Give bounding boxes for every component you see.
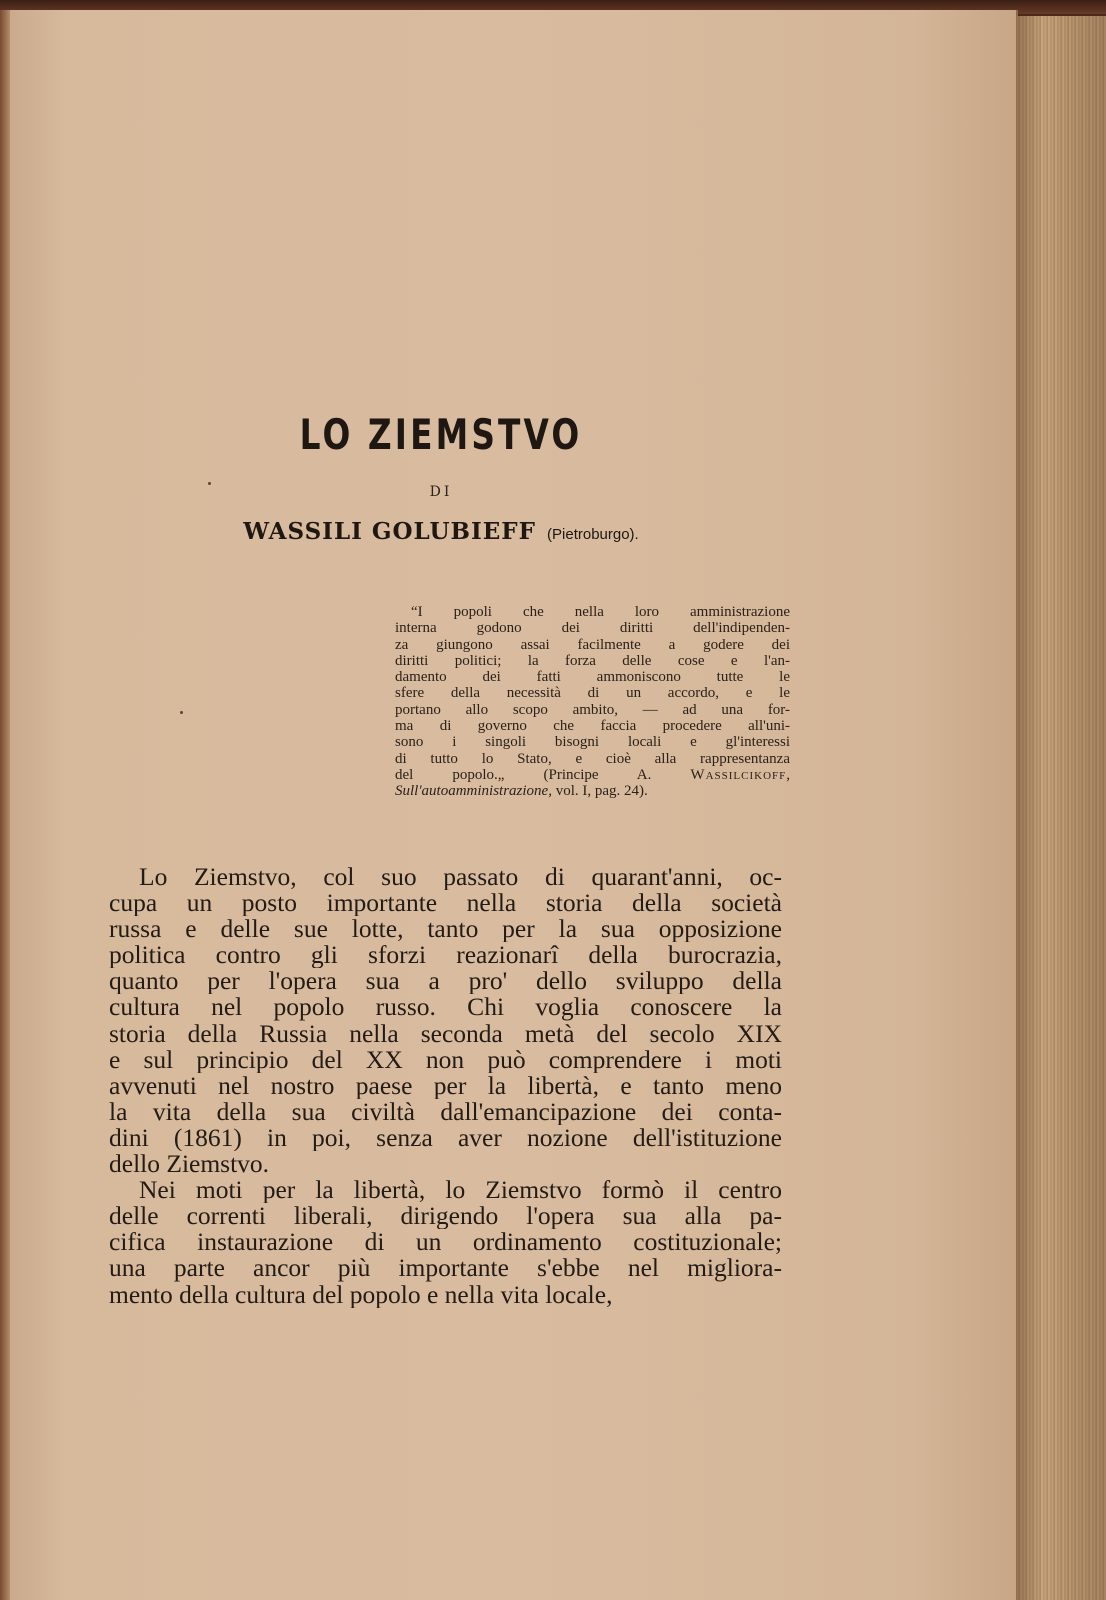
body-line: politica contro gli sforzi reazionarî della burocrazia, xyxy=(109,942,782,969)
body-line: la vita della sua civiltà dall'emancipazione dei conta- xyxy=(109,1098,782,1125)
epigraph-cite-ref: vol. I, pag. 24). xyxy=(555,783,648,800)
epigraph-line: ma di governo che faccia procedere all'uni- xyxy=(395,718,790,735)
body-line: dini (1861) in poi, senza aver nozione dell'istituzione xyxy=(109,1124,782,1152)
epigraph-line: sono i singoli bisogni locali e gl'interessi xyxy=(395,734,790,751)
epigraph-line: del popolo.„ (Principe A. xyxy=(395,766,652,783)
epigraph xyxy=(395,604,790,800)
print-speck xyxy=(208,482,211,485)
epigraph-line: damento dei fatti ammoniscono tutte le xyxy=(395,669,790,686)
body-line: una parte ancor più importante s'ebbe nel migliora- xyxy=(109,1255,782,1282)
body-line: mento della cultura del popolo e nella vita locale, xyxy=(109,1281,613,1308)
body-line: dello Ziemstvo. xyxy=(109,1151,270,1178)
body-line: quanto per l'opera sua a pro' dello sviluppo della xyxy=(109,968,782,995)
byline-di: DI xyxy=(429,484,453,500)
epigraph-line: di tutto lo Stato, e cioè alla rappresentanza xyxy=(395,750,790,767)
body-line: Nei moti per la libertà, lo Ziemstvo formò il centro xyxy=(139,1177,782,1204)
body-line: avvenuti nel nostro paese per la libertà, e tanto meno xyxy=(109,1072,782,1099)
epigraph-line: interna godono dei diritti dell'indipenden- xyxy=(395,620,790,637)
book-page xyxy=(6,10,1018,1600)
body-line: cupa un posto importante nella storia della società xyxy=(109,890,782,917)
print-speck xyxy=(180,711,183,714)
epigraph-citation-work xyxy=(395,783,790,799)
body-line: e sul principio del XX non può comprendere i moti xyxy=(109,1046,782,1073)
page-block-shade xyxy=(1016,16,1106,1600)
epigraph-line: “I popoli che nella loro amministrazione xyxy=(411,604,790,620)
body-line: Lo Ziemstvo, col suo passato di quarant'anni, oc- xyxy=(139,864,782,891)
body-line: delle correnti liberali, dirigendo l'opera sua alla pa- xyxy=(109,1203,782,1230)
body-line: cultura nel popolo russo. Chi voglia conoscere la xyxy=(109,994,782,1021)
author-line xyxy=(0,518,882,545)
author-city: (Pietroburgo). xyxy=(547,526,639,543)
article-body xyxy=(109,864,782,1308)
epigraph-line: za giungono assai facilmente a godere dei xyxy=(395,636,790,653)
epigraph-cite-work: Sull'autoamministrazione, xyxy=(395,783,552,800)
article-title: LO ZIEMSTVO xyxy=(299,410,583,459)
epigraph-citation-line: del popolo.„ (Principe A. Wassilcikoff, xyxy=(395,766,790,783)
epigraph-cite-author: Wassilcikoff xyxy=(690,766,787,783)
epigraph-line: sfere della necessità di un accordo, e le xyxy=(395,685,790,702)
body-line: cifica instaurazione di un ordinamento costituzionale; xyxy=(109,1229,782,1256)
epigraph-line: portano allo scopo ambito, — ad una for- xyxy=(395,701,790,718)
epigraph-line: diritti politici; la forza delle cose e l'an- xyxy=(395,652,790,669)
book-binding-edge xyxy=(0,10,10,1600)
author-name: WASSILI GOLUBIEFF xyxy=(243,518,536,545)
body-line: storia della Russia nella seconda metà del secolo XIX xyxy=(109,1020,782,1047)
body-line: russa e delle sue lotte, tanto per la sua opposizione xyxy=(109,916,782,943)
